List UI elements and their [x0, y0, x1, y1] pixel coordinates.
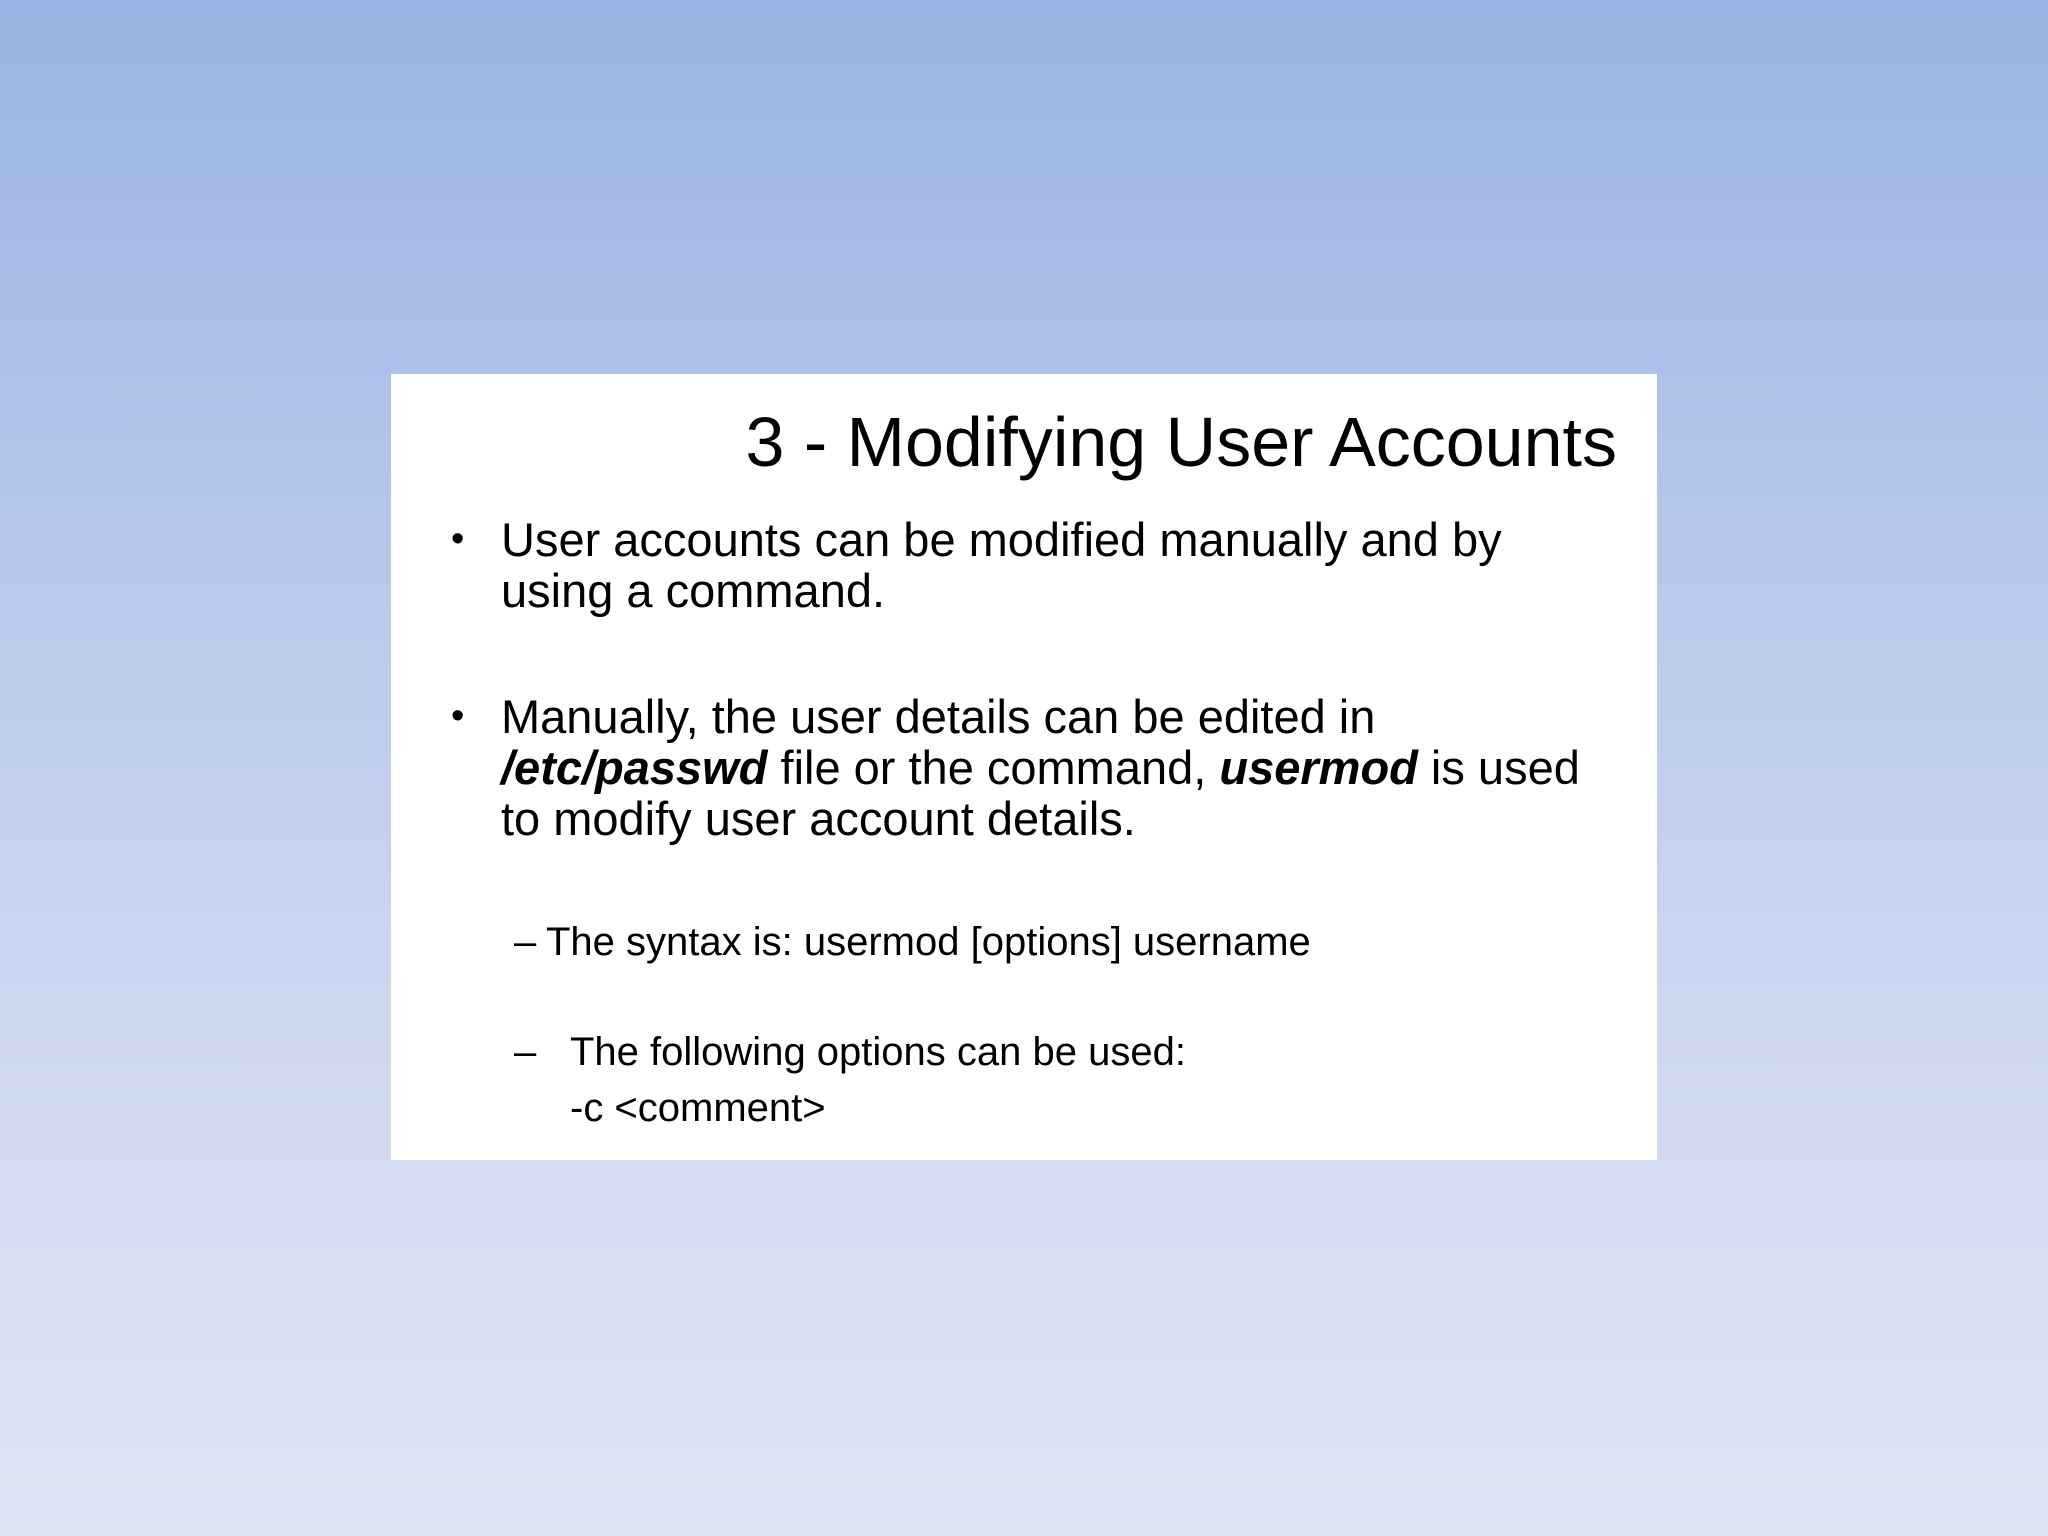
- slide-panel: [391, 374, 1657, 1160]
- option-text: -c <comment>: [570, 1086, 826, 1130]
- sub-text: The syntax is: usermod [options] username: [546, 920, 1311, 964]
- bullet-item: [451, 514, 1617, 616]
- sub-text-line: The following options can be used:: [570, 1030, 1186, 1074]
- sub-marker: –: [514, 1030, 537, 1074]
- bullet-text: User accounts can be modified manually and by using a command.: [501, 513, 1502, 617]
- bullet-text: [501, 691, 1617, 844]
- slide-title: 3 - Modifying User Accounts: [745, 403, 1617, 481]
- command-term: usermod: [1219, 741, 1418, 794]
- bullet-text-part: is used to modify user account details.: [501, 741, 1580, 845]
- bullet-item: [451, 691, 1617, 844]
- sub-item: [514, 1024, 1617, 1136]
- sub-marker: –: [514, 920, 537, 964]
- sub-text: [570, 1024, 1617, 1136]
- bullet-text-part: file or the command,: [767, 741, 1220, 794]
- bullet-text-part: Manually, the user details can be edited in: [501, 690, 1376, 743]
- sub-item: [514, 914, 1617, 970]
- file-path-term: /etc/passwd: [501, 741, 768, 794]
- bullet-marker: •: [451, 695, 465, 737]
- bullet-marker: •: [451, 518, 465, 560]
